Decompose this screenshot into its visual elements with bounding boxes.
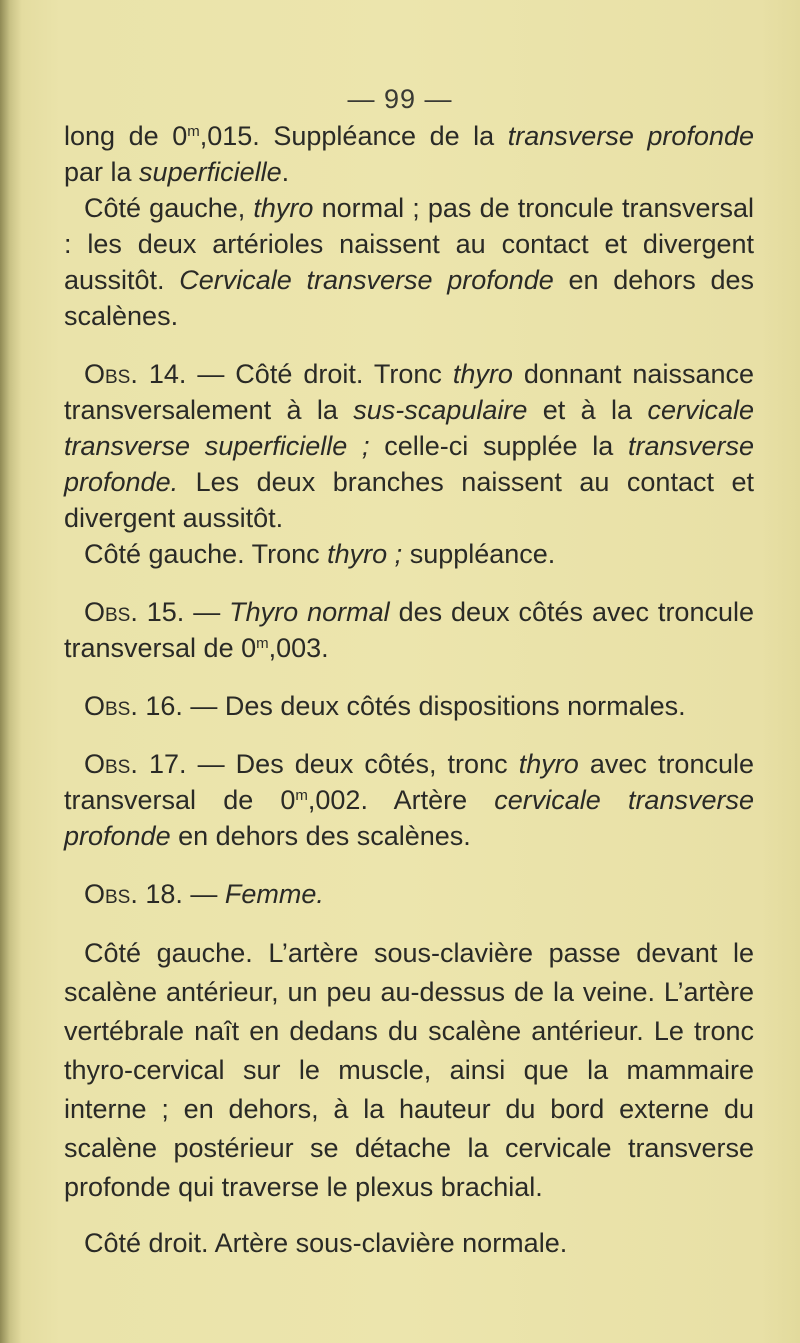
text-run: suppléance. bbox=[402, 539, 556, 569]
text-run: avec troncule transversal de 0 bbox=[64, 749, 754, 815]
observation-label: Obs. 16. bbox=[84, 691, 183, 721]
text-run: — Côté droit. Tronc bbox=[186, 359, 453, 389]
italic-term: Thyro normal bbox=[229, 597, 390, 627]
text-run: Les deux branches naissent au contact et divergent aussitôt. bbox=[64, 467, 754, 533]
observation-15 bbox=[64, 594, 754, 666]
text-run: — Des deux côtés dispositions normales. bbox=[182, 691, 686, 721]
text-run: ,003. bbox=[268, 633, 329, 663]
observation-label: Obs. 14. bbox=[84, 359, 187, 389]
italic-term: thyro bbox=[518, 749, 579, 779]
italic-term: cervicale transverse superficielle ; bbox=[64, 395, 754, 461]
italic-term: thyro bbox=[452, 359, 513, 389]
italic-term: thyro bbox=[253, 193, 314, 223]
page-number: — 99 — bbox=[347, 84, 453, 114]
text-run: ,002. Artère bbox=[307, 785, 495, 815]
text-run: en dehors des scalènes. bbox=[64, 265, 754, 331]
observation-17 bbox=[64, 746, 754, 854]
text-run: en dehors des scalènes. bbox=[170, 821, 471, 851]
observation-18 bbox=[64, 876, 754, 912]
text-run: normal ; pas de troncule transversal : les deux artérioles naissent au contact et divergent aussitôt. bbox=[64, 193, 754, 295]
observation-label: Obs. 15. bbox=[84, 597, 185, 627]
unit-superscript: m bbox=[256, 635, 269, 652]
paragraph-2 bbox=[64, 190, 754, 334]
text-run: Côté gauche. Tronc bbox=[84, 539, 328, 569]
observation-label: Obs. 17. bbox=[84, 749, 187, 779]
paragraph-4 bbox=[64, 536, 754, 572]
text-run: — bbox=[182, 879, 225, 909]
text-run: des deux côtés avec troncule transversal de 0 bbox=[64, 597, 754, 663]
text-run: long de 0 bbox=[64, 121, 188, 151]
page-body bbox=[64, 118, 754, 1261]
text-run: et à la bbox=[527, 395, 648, 425]
text-run: par la bbox=[64, 157, 140, 187]
italic-term: transverse profonde. bbox=[64, 431, 755, 497]
paragraph-10: Côté droit. Artère sous-clavière normale. bbox=[84, 1228, 568, 1258]
italic-term: Cervicale transverse profonde bbox=[179, 265, 554, 295]
paragraph-9: Côté gauche. L’artère sous-clavière passe devant le scalène antérieur, un peu au-dessus de la veine. L’artère vertébrale naît en dedans du scalène antérieur. Le tronc thyro-cervical sur le muscle, ainsi que la mammaire interne ; en dehors, à la hauteur du bord externe du scalène postérieur se détache la cervicale transverse profonde qui traverse le plexus brachial. bbox=[64, 938, 754, 1202]
unit-superscript: m bbox=[187, 123, 200, 140]
italic-term: transverse profonde bbox=[507, 121, 754, 151]
text-run: — bbox=[184, 597, 230, 627]
italic-term: cervicale transverse profonde bbox=[64, 785, 754, 851]
observation-label: Obs. 18. bbox=[84, 879, 183, 909]
unit-superscript: m bbox=[295, 787, 308, 804]
paragraph-1 bbox=[64, 118, 754, 190]
italic-term: Femme. bbox=[224, 879, 324, 909]
text-run: Côté gauche, bbox=[84, 193, 254, 223]
italic-term: superficielle bbox=[139, 157, 282, 187]
text-run: celle-ci supplée la bbox=[369, 431, 628, 461]
text-run: — Des deux côtés, tronc bbox=[186, 749, 519, 779]
observation-14 bbox=[64, 356, 754, 536]
text-run: ,015. Suppléance de la bbox=[199, 121, 508, 151]
italic-term: thyro ; bbox=[327, 539, 403, 569]
observation-16 bbox=[64, 688, 754, 724]
italic-term: sus-scapulaire bbox=[353, 395, 528, 425]
text-run: donnant naissance transversalement à la bbox=[64, 359, 754, 425]
text-run: . bbox=[281, 157, 290, 187]
